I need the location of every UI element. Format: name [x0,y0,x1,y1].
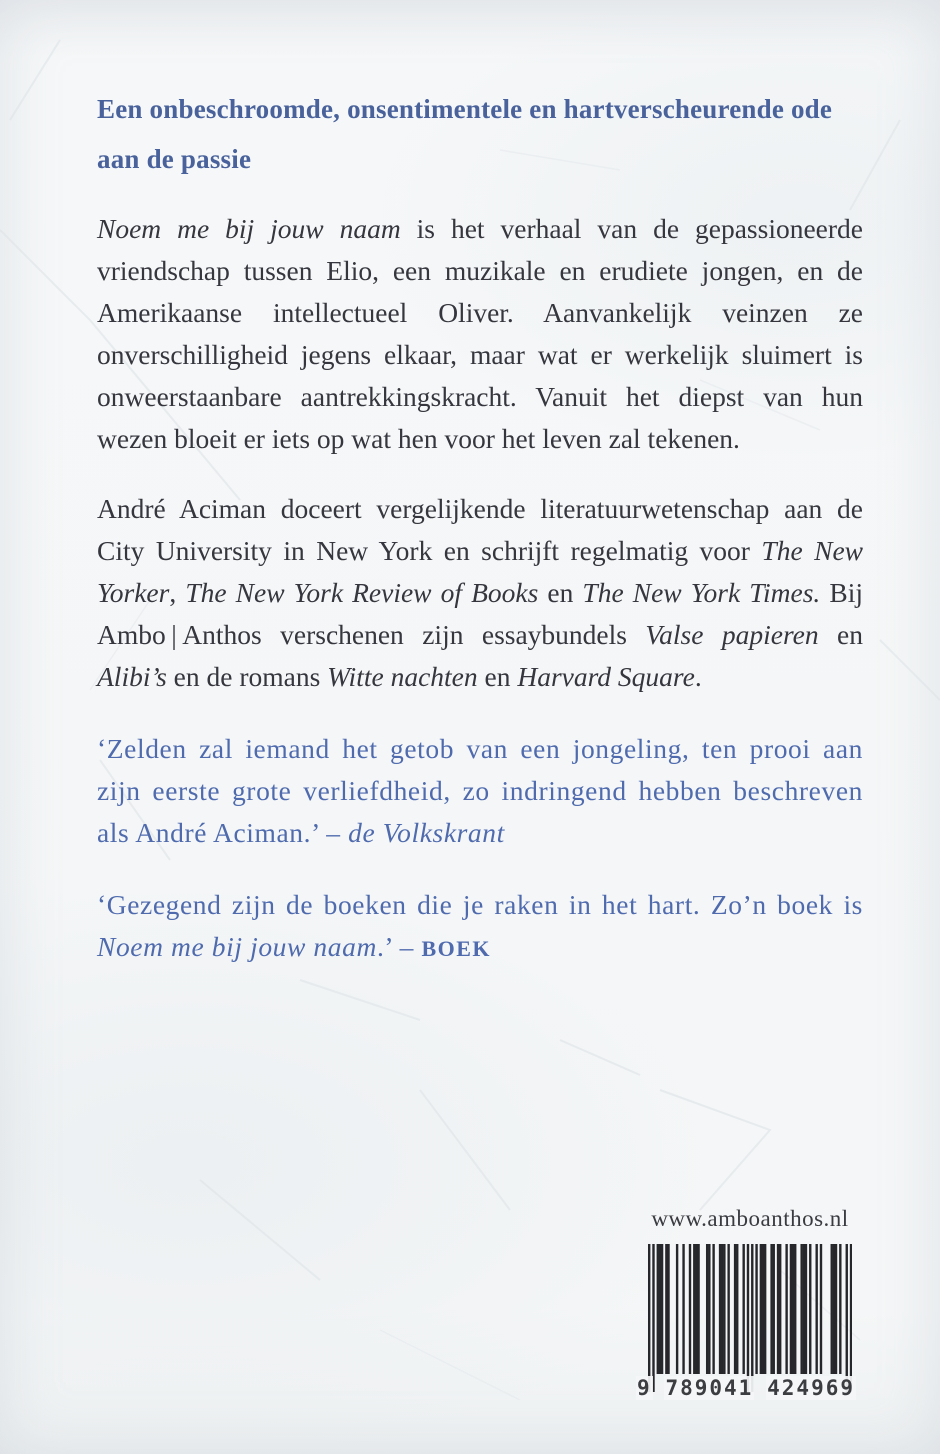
isbn-barcode [637,1244,855,1400]
paragraphs-container [97,208,863,970]
headline: Een onbeschroomde, onsentimentele en hartverscheurende ode aan de passie [97,94,833,174]
isbn-group-1: 9 [637,1376,652,1400]
publisher-url: www.amboanthos.nl [651,1206,849,1231]
publisher-footer [637,1206,856,1400]
author-bio-paragraph: André Aciman doceert vergelijkende literatuurwetenschap aan de City University in New York en schrijft regelmatig voor The New Yorker, The New York Review of Books en The New York Times. Bij Ambo | Anthos verschenen zijn essaybundels Valse papieren en Alibi’s en de romans Witte nachten en Harvard Square. [97,493,864,692]
isbn-group-3: 424969 [767,1376,855,1400]
isbn-group-2: 789041 [665,1376,754,1400]
press-quote-volkskrant: ‘Zelden zal iemand het getob van een jongeling, ten prooi aan zijn eerste grote verliefdheid, zo indringend hebben beschreven als André Aciman.’ – de Volkskrant [97,733,863,848]
isbn-number [636,1376,856,1400]
back-cover-text-block [97,84,863,970]
press-quote-boek: ‘Gezegend zijn de boeken die je raken in het hart. Zo’n boek is Noem me bij jouw naam.’ – BOEK [97,889,863,962]
barcode-bars [648,1244,852,1396]
synopsis-paragraph: Noem me bij jouw naam is het verhaal van de gepassioneerde vriendschap tussen Elio, een muzikale en erudiete jongen, en de Amerikaanse intellectueel Oliver. Aanvankelijk veinzen ze onverschilligheid jegens elkaar, maar wat er werkelijk sluimert is onweerstaanbare aantrekkingskracht. Vanuit het diepst van hun wezen bloeit er iets op wat hen voor het leven zal tekenen. [97,213,863,454]
